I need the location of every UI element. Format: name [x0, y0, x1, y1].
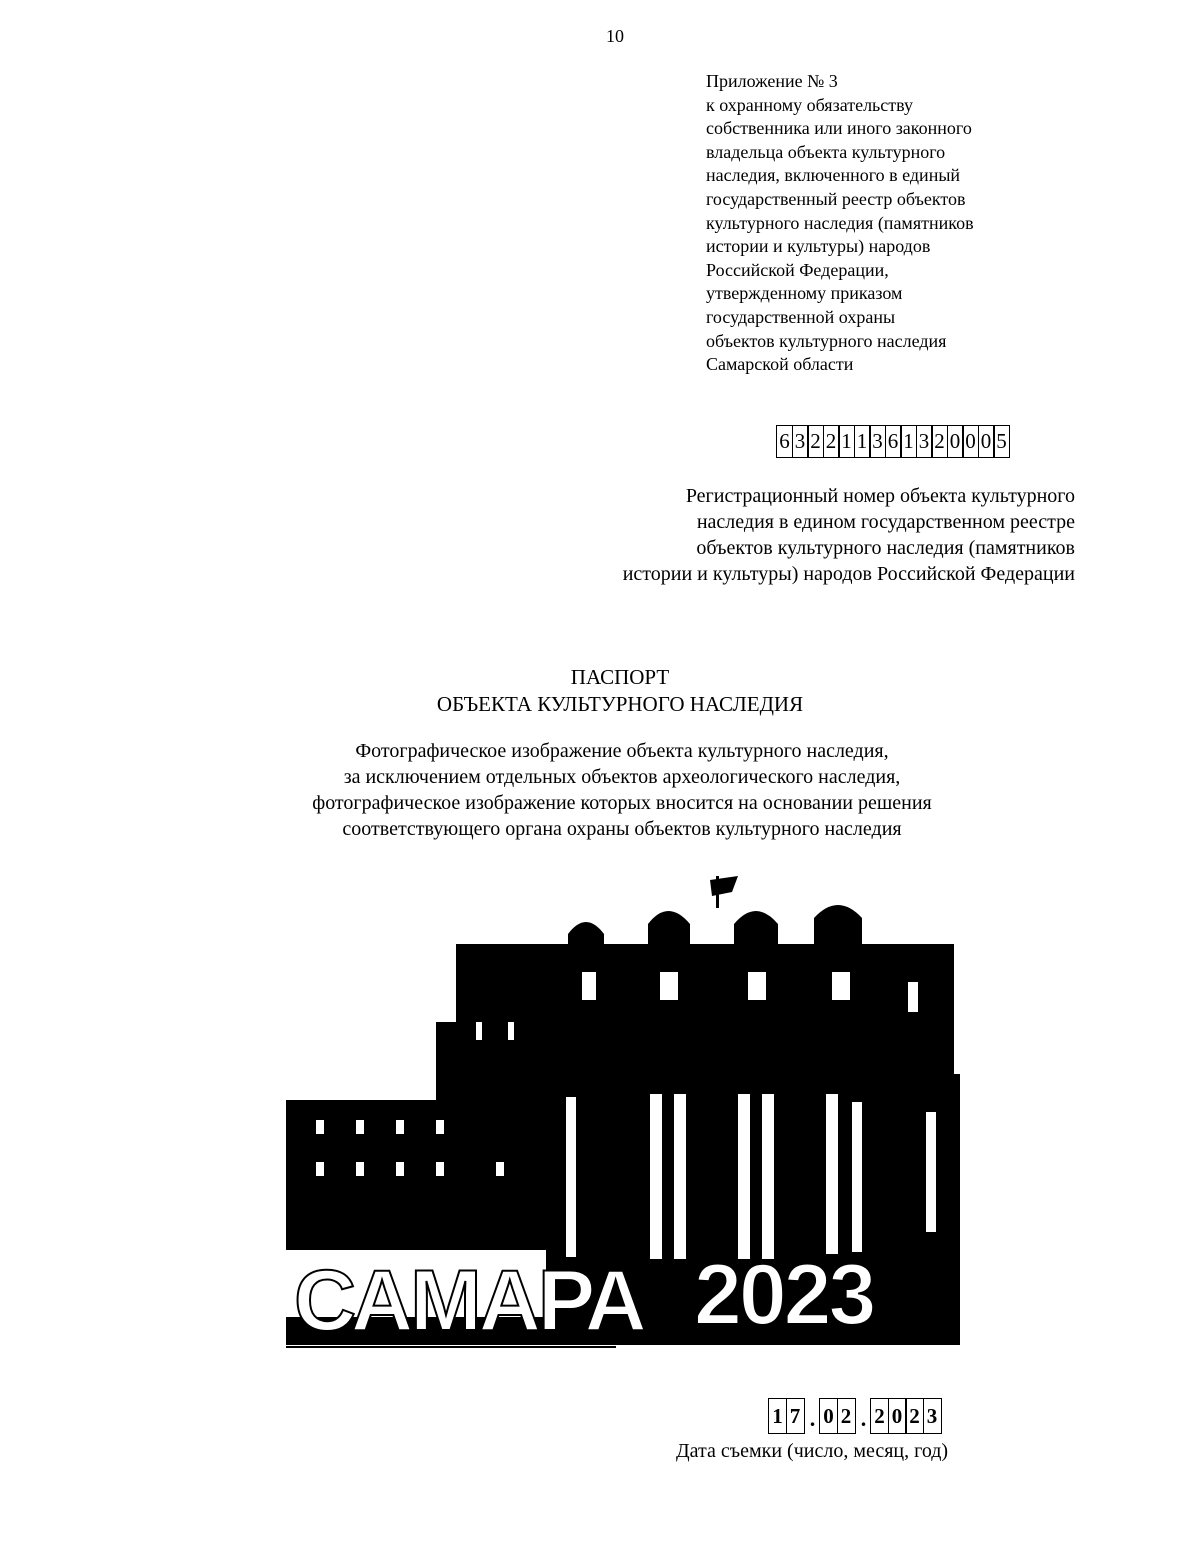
date-digit: 2: [905, 1398, 924, 1434]
building-photo: [286, 862, 960, 1362]
date-separator: .: [809, 1406, 816, 1431]
photo-caption: [0, 738, 1200, 842]
registration-digit: 0: [978, 425, 995, 458]
appendix-line: наследия, включенного в единый: [706, 165, 961, 186]
title-line: ПАСПОРТ: [570, 665, 670, 689]
registration-digit: 3: [916, 425, 933, 458]
date-separator: .: [860, 1406, 867, 1431]
date-digit: 0: [819, 1398, 838, 1434]
svg-text:САМАРА: САМАРА: [294, 1253, 644, 1349]
appendix-line: к охранному обязательству: [706, 94, 914, 115]
svg-text:2023: 2023: [694, 1247, 874, 1343]
appendix-line: собственника или иного законного: [706, 118, 972, 139]
appendix-line: истории и культуры) народов: [706, 236, 931, 257]
page-number: 10: [606, 26, 624, 46]
appendix-line: государственный реестр объектов: [706, 188, 966, 209]
date-caption: Дата съемки (число, месяц, год): [676, 1440, 949, 1462]
registration-digit: 5: [993, 425, 1010, 458]
registration-digit: 2: [807, 425, 824, 458]
appendix-line: культурного наследия (памятников: [706, 212, 974, 233]
registration-digit: 3: [869, 425, 886, 458]
appendix-line: государственной охраны: [706, 306, 896, 327]
registration-digit: 0: [947, 425, 964, 458]
registration-caption-line: Регистрационный номер объекта культурного: [685, 485, 1075, 507]
appendix-line: утвержденному приказом: [706, 283, 903, 304]
city-sign-letters: [294, 1247, 873, 1349]
appendix-line: Российской Федерации,: [706, 259, 889, 280]
appendix-line: объектов культурного наследия: [706, 330, 947, 351]
registration-digit: 2: [931, 425, 948, 458]
registration-digit: 0: [962, 425, 979, 458]
registration-digit: 1: [838, 425, 855, 458]
appendix-header: [706, 70, 974, 377]
registration-caption: [623, 483, 1075, 587]
passport-title: [0, 664, 1200, 718]
appendix-line: владельца объекта культурного: [706, 141, 946, 162]
appendix-line: Самарской области: [706, 354, 854, 375]
date-digit: 0: [888, 1398, 907, 1434]
appendix-line: Приложение № 3: [706, 71, 838, 91]
registration-digit: 1: [854, 425, 871, 458]
registration-digit: 6: [776, 425, 793, 458]
shoot-date-boxes: [768, 1398, 942, 1434]
date-digit: 3: [923, 1398, 942, 1434]
registration-caption-line: наследия в едином государственном реестре: [696, 511, 1075, 533]
photo-caption-line: за исключением отдельных объектов археологического наследия,: [343, 766, 901, 788]
registration-digit: 6: [885, 425, 902, 458]
date-digit: 2: [837, 1398, 856, 1434]
photo-caption-line: Фотографическое изображение объекта культурного наследия,: [355, 740, 889, 762]
registration-caption-line: истории и культуры) народов Российской Федерации: [622, 563, 1075, 585]
title-line: ОБЪЕКТА КУЛЬТУРНОГО НАСЛЕДИЯ: [436, 692, 804, 716]
photo-caption-line: соответствующего органа охраны объектов культурного наследия: [342, 818, 902, 840]
registration-number-boxes: [776, 425, 1010, 458]
date-digit: 2: [870, 1398, 889, 1434]
date-digit: 7: [786, 1398, 805, 1434]
registration-digit: 3: [792, 425, 809, 458]
registration-digit: 1: [900, 425, 917, 458]
registration-caption-line: объектов культурного наследия (памятников: [696, 537, 1075, 559]
registration-digit: 2: [823, 425, 840, 458]
date-digit: 1: [768, 1398, 787, 1434]
photo-caption-line: фотографическое изображение которых вносится на основании решения: [312, 792, 932, 814]
